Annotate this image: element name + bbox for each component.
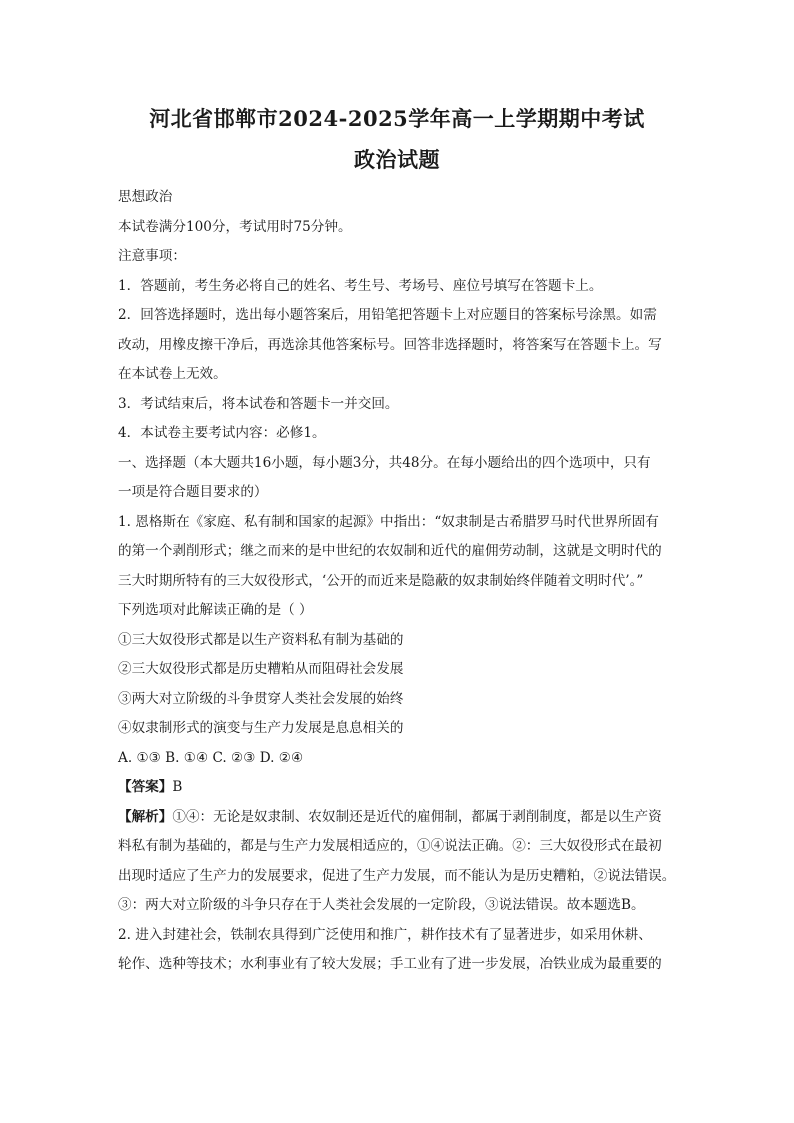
exam-title: 河北省邯郸市2024-2025学年高一上学期期中考试: [149, 106, 645, 131]
subject-label: 思想政治: [118, 189, 173, 205]
exam-info: 本试卷满分100分，考试用时75分钟。: [118, 218, 352, 235]
notice-heading: 注意事项：: [118, 248, 186, 264]
question-stem-line: 2. 进入封建社会，铁制农具得到广泛使用和推广，耕作技术有了显著进步，如采用休耕、: [118, 926, 652, 943]
answer-value: B: [172, 779, 183, 795]
notice-line: 4．本试卷主要考试内容：必修1。: [118, 425, 326, 441]
notice-line: 3．考试结束后，将本试卷和答题卡一并交回。: [118, 395, 399, 412]
answer-line: [118, 773, 681, 803]
section-heading: 一项是符合题目要求的）: [118, 484, 268, 500]
question-option: ②三大奴役形式都是历史糟粕从而阻碍社会发展: [118, 661, 404, 677]
analysis-line: 出现时适应了生产力的发展要求，促进了生产力发展，而不能认为是历史糟粕，②说法错误。: [118, 867, 676, 884]
question-option: ④奴隶制形式的演变与生产力发展是息息相关的: [118, 720, 404, 736]
notice-line: 改动，用橡皮擦干净后，再选涂其他答案标号。回答非选择题时，将答案写在答题卡上。写: [118, 336, 662, 353]
question-stem-line: 1. 恩格斯在《家庭、私有制和国家的起源》中指出：“奴隶制是古希腊罗马时代世界所固有: [118, 513, 659, 530]
section-heading: 一、选择题（本大题共16小题，每小题3分，共48分。在每小题给出的四个选项中，只有: [118, 454, 651, 471]
notice-line: 在本试卷上无效。: [118, 366, 227, 382]
answer-label: 【答案】: [118, 779, 173, 795]
analysis-line: [118, 803, 681, 833]
question-stem-line: 轮作、选种等技术；水利事业有了较大发展；手工业有了进一步发展，冶铁业成为最重要的: [118, 956, 662, 972]
answer-choices: A. ①③ B. ①④ C. ②③ D. ②④: [118, 749, 304, 766]
exam-body: [118, 183, 681, 980]
analysis-label: 【解析】: [118, 808, 173, 825]
exam-subtitle: 政治试题: [354, 147, 440, 172]
analysis-text: ①④：无论是奴隶制、农奴制还是近代的雇佣制，都属于剥削制度，都是以生产资: [172, 808, 662, 825]
notice-line: 2．回答选择题时，选出每小题答案后，用铅笔把答题卡上对应题目的答案标号涂黑。如需: [118, 307, 657, 323]
analysis-line: 料私有制为基础的，都是与生产力发展相适应的，①④说法正确。②：三大奴役形式在最初: [118, 838, 662, 854]
question-stem-line: 三大时期所特有的三大奴役形式，‘公开的而近来是隐蔽的奴隶制始终伴随着文明时代’。”: [118, 572, 644, 589]
question-option: ①三大奴役形式都是以生产资料私有制为基础的: [118, 631, 404, 648]
question-stem-line: 的第一个剥削形式；继之而来的是中世纪的农奴制和近代的雇佣劳动制，这就是文明时代的: [118, 543, 662, 559]
question-stem-line: 下列选项对此解读正确的是（ ）: [118, 602, 313, 618]
notice-line: 1．答题前，考生务必将自己的姓名、考生号、考场号、座位号填写在答题卡上。: [118, 277, 603, 294]
question-option: ③两大对立阶级的斗争贯穿人类社会发展的始终: [118, 690, 404, 707]
analysis-line: ③：两大对立阶级的斗争只存在于人类社会发展的一定阶段，③说法错误。故本题选B。: [118, 897, 645, 913]
